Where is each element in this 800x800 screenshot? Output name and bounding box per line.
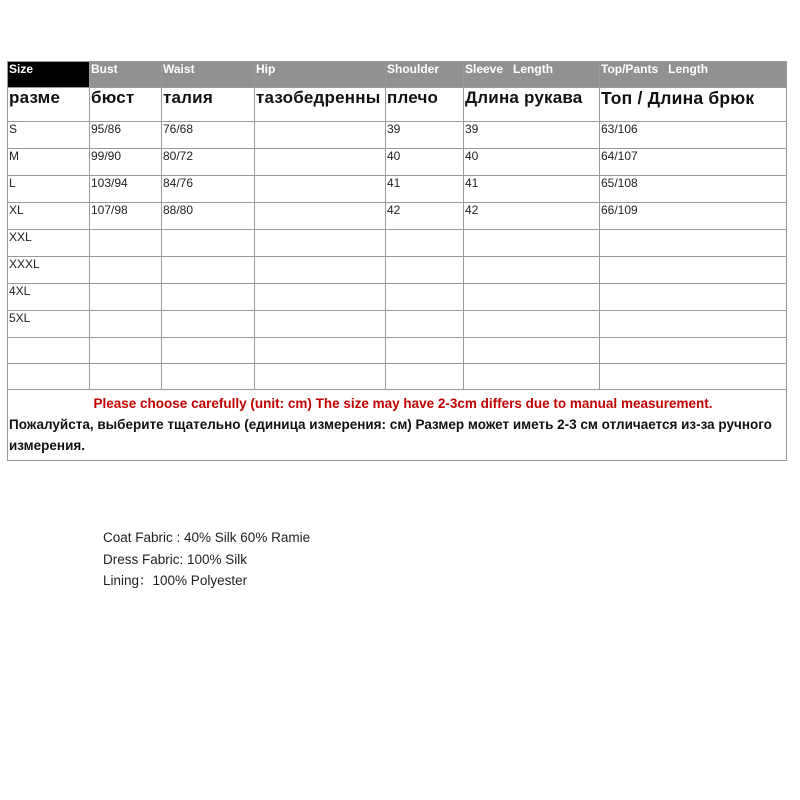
table-row	[8, 122, 787, 149]
cell-size: S	[8, 122, 90, 149]
cell-hip	[255, 311, 386, 338]
ru-header-shoulder: плечо	[386, 88, 464, 122]
cell-shoulder: 39	[386, 122, 464, 149]
cell-hip	[255, 284, 386, 311]
fabric-info	[103, 527, 310, 592]
cell-sleeve-length: 41	[464, 176, 600, 203]
table-row	[8, 364, 787, 390]
cell-shoulder	[386, 284, 464, 311]
cell-size: XXL	[8, 230, 90, 257]
russian-header-row	[8, 88, 787, 122]
cell-hip	[255, 176, 386, 203]
cell-waist	[162, 311, 255, 338]
cell-top-pants-length	[600, 338, 787, 364]
cell-top-pants-length: 65/108	[600, 176, 787, 203]
cell-waist: 76/68	[162, 122, 255, 149]
ru-header-top-pants-length: Топ / Длина брюк	[600, 88, 787, 122]
header-shoulder: Shoulder	[386, 62, 464, 88]
cell-sleeve-length	[464, 284, 600, 311]
cell-bust: 95/86	[90, 122, 162, 149]
table-row	[8, 338, 787, 364]
cell-shoulder	[386, 338, 464, 364]
cell-size: M	[8, 149, 90, 176]
cell-shoulder: 42	[386, 203, 464, 230]
cell-sleeve-length	[464, 230, 600, 257]
cell-hip	[255, 149, 386, 176]
table-row	[8, 311, 787, 338]
cell-shoulder: 40	[386, 149, 464, 176]
cell-waist	[162, 364, 255, 390]
cell-shoulder	[386, 230, 464, 257]
cell-sleeve-length: 42	[464, 203, 600, 230]
cell-shoulder	[386, 311, 464, 338]
table-row	[8, 203, 787, 230]
cell-size: 4XL	[8, 284, 90, 311]
table-row	[8, 284, 787, 311]
cell-bust	[90, 364, 162, 390]
header-waist: Waist	[162, 62, 255, 88]
table-row	[8, 176, 787, 203]
ru-header-waist: талия	[162, 88, 255, 122]
cell-hip	[255, 203, 386, 230]
dress-fabric: Dress Fabric: 100% Silk	[103, 551, 248, 567]
size-chart-table	[7, 61, 787, 461]
cell-bust: 107/98	[90, 203, 162, 230]
ru-header-sleeve-length: Длина рукава	[464, 88, 600, 122]
cell-sleeve-length	[464, 311, 600, 338]
cell-waist	[162, 230, 255, 257]
cell-hip	[255, 257, 386, 284]
cell-top-pants-length: 64/107	[600, 149, 787, 176]
cell-waist	[162, 257, 255, 284]
cell-shoulder: 41	[386, 176, 464, 203]
header-sleeve-length: Sleeve Length	[464, 62, 600, 88]
cell-waist: 80/72	[162, 149, 255, 176]
lining-fabric: Lining：100% Polyester	[103, 573, 248, 588]
cell-size	[8, 364, 90, 390]
cell-waist: 88/80	[162, 203, 255, 230]
cell-size: 5XL	[8, 311, 90, 338]
cell-size	[8, 338, 90, 364]
cell-size: L	[8, 176, 90, 203]
cell-bust	[90, 311, 162, 338]
cell-top-pants-length	[600, 364, 787, 390]
cell-bust: 99/90	[90, 149, 162, 176]
note-english: Please choose carefully (unit: cm) The size may have 2-3cm differs due to manual measurement.	[93, 396, 713, 411]
cell-top-pants-length: 66/109	[600, 203, 787, 230]
cell-top-pants-length	[600, 257, 787, 284]
cell-sleeve-length	[464, 257, 600, 284]
cell-shoulder	[386, 257, 464, 284]
cell-hip	[255, 338, 386, 364]
ru-header-bust: бюст	[90, 88, 162, 122]
cell-waist	[162, 284, 255, 311]
cell-bust	[90, 230, 162, 257]
cell-hip	[255, 230, 386, 257]
cell-size: XL	[8, 203, 90, 230]
table-row	[8, 257, 787, 284]
cell-bust	[90, 284, 162, 311]
note-russian: Пожалуйста, выберите тщательно (единица измерения: см) Размер может иметь 2-3 см отличается из-за ручного измерения.	[9, 417, 772, 453]
cell-waist: 84/76	[162, 176, 255, 203]
cell-top-pants-length	[600, 284, 787, 311]
header-size: Size	[8, 62, 90, 88]
cell-shoulder	[386, 364, 464, 390]
cell-size: XXXL	[8, 257, 90, 284]
cell-sleeve-length: 40	[464, 149, 600, 176]
cell-sleeve-length: 39	[464, 122, 600, 149]
cell-top-pants-length	[600, 311, 787, 338]
cell-top-pants-length: 63/106	[600, 122, 787, 149]
cell-top-pants-length	[600, 230, 787, 257]
table-row	[8, 230, 787, 257]
note-cell	[8, 390, 787, 461]
header-bust: Bust	[90, 62, 162, 88]
coat-fabric: Coat Fabric : 40% Silk 60% Ramie	[103, 530, 311, 545]
header-hip: Hip	[255, 62, 386, 88]
cell-bust	[90, 257, 162, 284]
english-header-row	[8, 62, 787, 88]
cell-sleeve-length	[464, 338, 600, 364]
ru-header-size: разме	[8, 88, 90, 122]
cell-hip	[255, 364, 386, 390]
cell-hip	[255, 122, 386, 149]
cell-sleeve-length	[464, 364, 600, 390]
note-row	[8, 390, 787, 461]
header-top-pants-length: Top/Pants Length	[600, 62, 787, 88]
table-row	[8, 149, 787, 176]
ru-header-hip: тазобедренны	[255, 88, 386, 122]
cell-bust	[90, 338, 162, 364]
cell-waist	[162, 338, 255, 364]
cell-bust: 103/94	[90, 176, 162, 203]
